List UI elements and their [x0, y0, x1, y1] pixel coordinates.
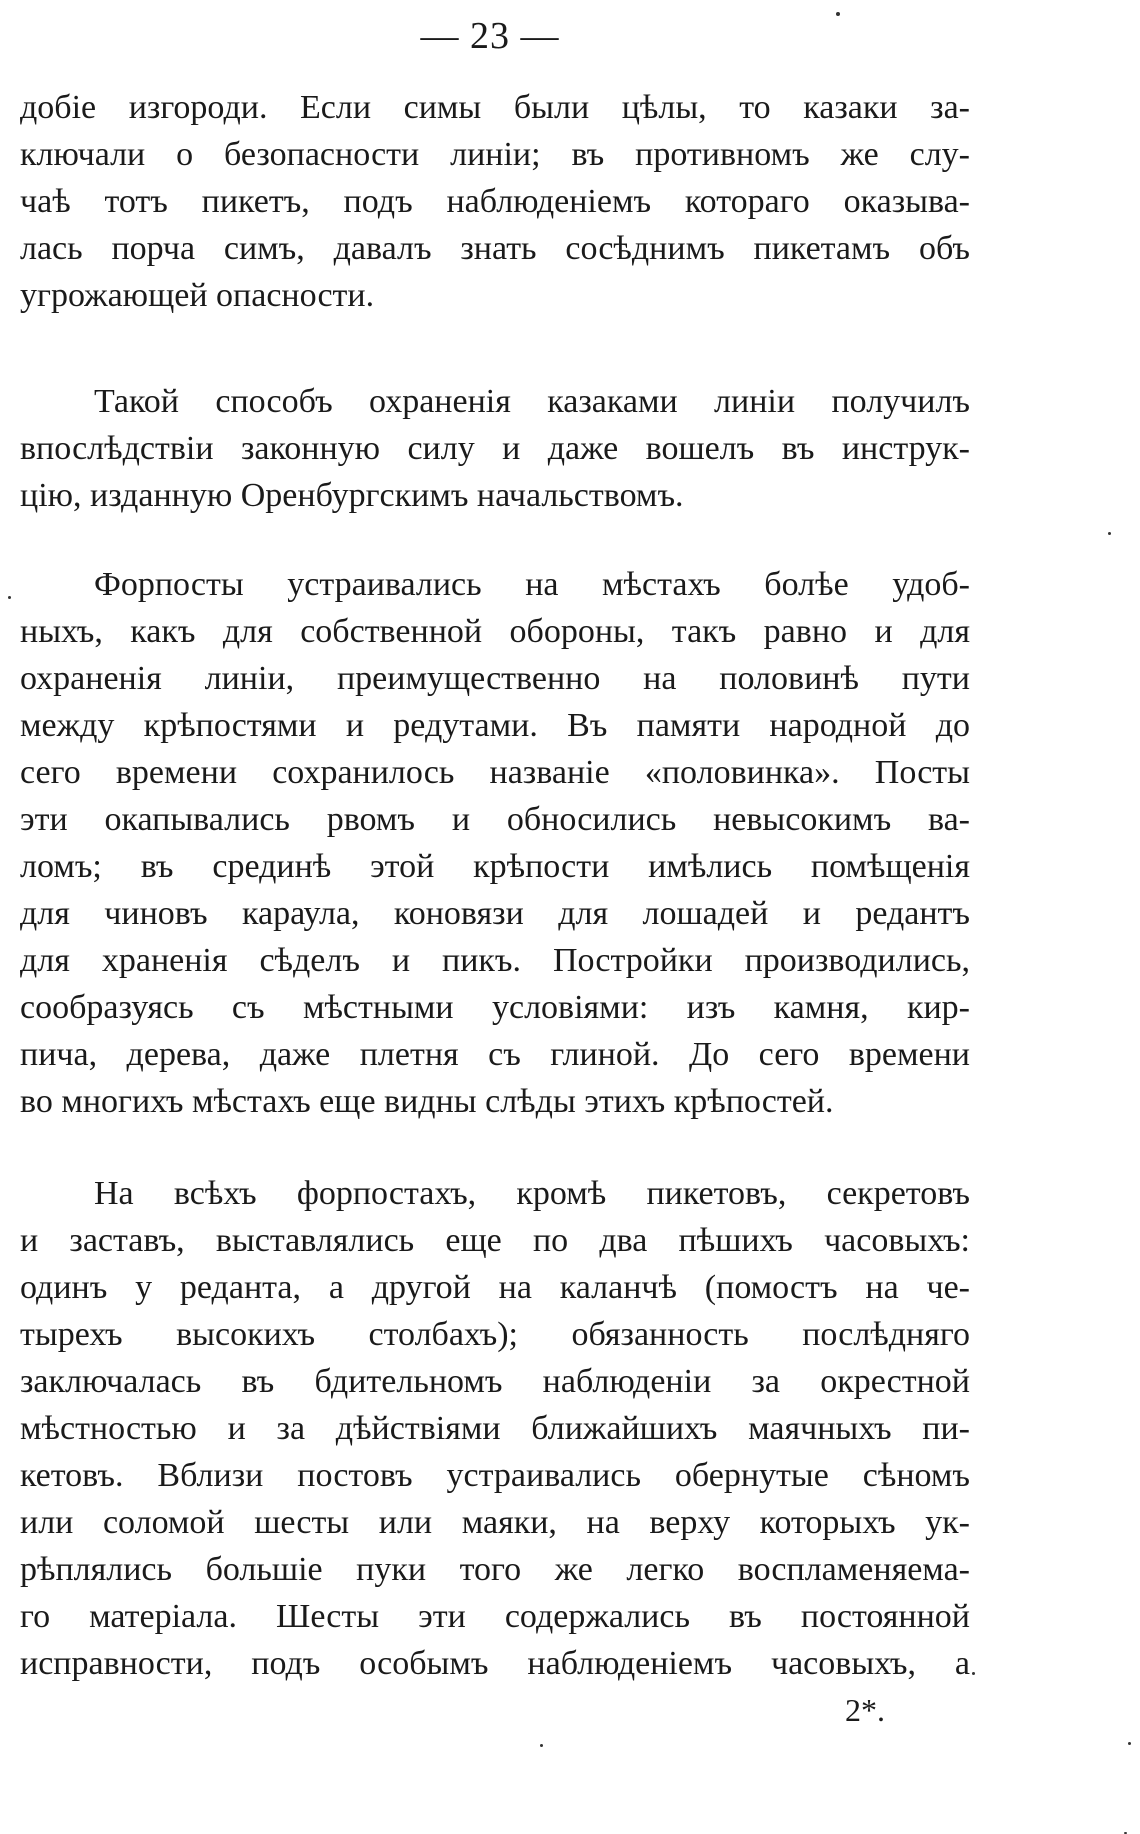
text-line: цію, изданную Оренбургскимъ начальствомъ.	[20, 477, 684, 514]
text-line: ныхъ, какъ для собственной обороны, такъ равно и для	[20, 613, 970, 650]
text-line: для храненія сѣделъ и пикъ. Постройки производились,	[20, 942, 970, 979]
text-line: рѣплялись большіе пуки того же легко воспламеняема-	[20, 1551, 970, 1588]
text-line: во многихъ мѣстахъ еще видны слѣды этихъ крѣпостей.	[20, 1083, 834, 1120]
text-line: Такой способъ охраненія казаками линіи получилъ	[94, 383, 970, 420]
scan-speck	[1128, 1742, 1131, 1745]
scan-speck	[972, 1672, 975, 1675]
text-line: для чиновъ караула, коновязи для лошадей и редантъ	[20, 895, 970, 932]
text-line: сего времени сохранилось названіе «половинка». Посты	[20, 754, 970, 791]
text-line: кетовъ. Вблизи постовъ устраивались обернутые сѣномъ	[20, 1457, 970, 1494]
paragraph-1	[20, 84, 970, 319]
paragraph-3	[20, 561, 970, 1125]
scan-speck	[540, 1744, 543, 1747]
printer-signature-mark: 2*.	[845, 1692, 885, 1728]
scan-speck	[836, 12, 840, 16]
scan-speck	[1108, 532, 1111, 535]
text-line: пича, дерева, даже плетня съ глиной. До сего времени	[20, 1036, 970, 1073]
page-number: — 23 —	[420, 15, 560, 57]
text-line: и заставъ, выставлялись еще по два пѣшихъ часовыхъ:	[20, 1222, 970, 1259]
text-line: угрожающей опасности.	[20, 277, 375, 314]
text-line: ломъ; въ срединѣ этой крѣпости имѣлись помѣщенія	[20, 848, 970, 885]
text-line: мѣстностью и за дѣйствіями ближайшихъ маячныхъ пи-	[20, 1410, 970, 1447]
text-line: лась порча симъ, давалъ знать сосѣднимъ пикетамъ объ	[20, 230, 970, 267]
text-line: На всѣхъ форпостахъ, кромѣ пикетовъ, секретовъ	[94, 1175, 970, 1212]
text-line: охраненія линіи, преимущественно на половинѣ пути	[20, 660, 970, 697]
text-line: впослѣдствіи законную силу и даже вошелъ въ инструк-	[20, 430, 970, 467]
scan-speck	[8, 596, 11, 599]
text-line: или соломой шесты или маяки, на верху которыхъ ук-	[20, 1504, 970, 1541]
text-line: тырехъ высокихъ столбахъ); обязанность послѣдняго	[20, 1316, 970, 1353]
text-line: сообразуясь съ мѣстными условіями: изъ камня, кир-	[20, 989, 970, 1026]
text-line: Форпосты устраивались на мѣстахъ болѣе удоб-	[94, 566, 970, 603]
text-line: между крѣпостями и редутами. Въ памяти народной до	[20, 707, 970, 744]
text-line: го матеріала. Шесты эти содержались въ постоянной	[20, 1598, 970, 1635]
text-line: исправности, подъ особымъ наблюденіемъ часовыхъ, а	[20, 1645, 970, 1682]
text-line: добіе изгороди. Если симы были цѣлы, то казаки за-	[20, 89, 970, 126]
paragraph-2	[20, 378, 970, 519]
text-line: одинъ у реданта, а другой на каланчѣ (помостъ на че-	[20, 1269, 970, 1306]
text-line: эти окапывались рвомъ и обносились невысокимъ ва-	[20, 801, 970, 838]
text-line: чаѣ тотъ пикетъ, подъ наблюденіемъ котораго оказыва-	[20, 183, 970, 220]
text-line: ключали о безопасности линіи; въ противномъ же слу-	[20, 136, 970, 173]
text-line: заключалась въ бдительномъ наблюденіи за окрестной	[20, 1363, 970, 1400]
paragraph-4	[20, 1170, 970, 1687]
